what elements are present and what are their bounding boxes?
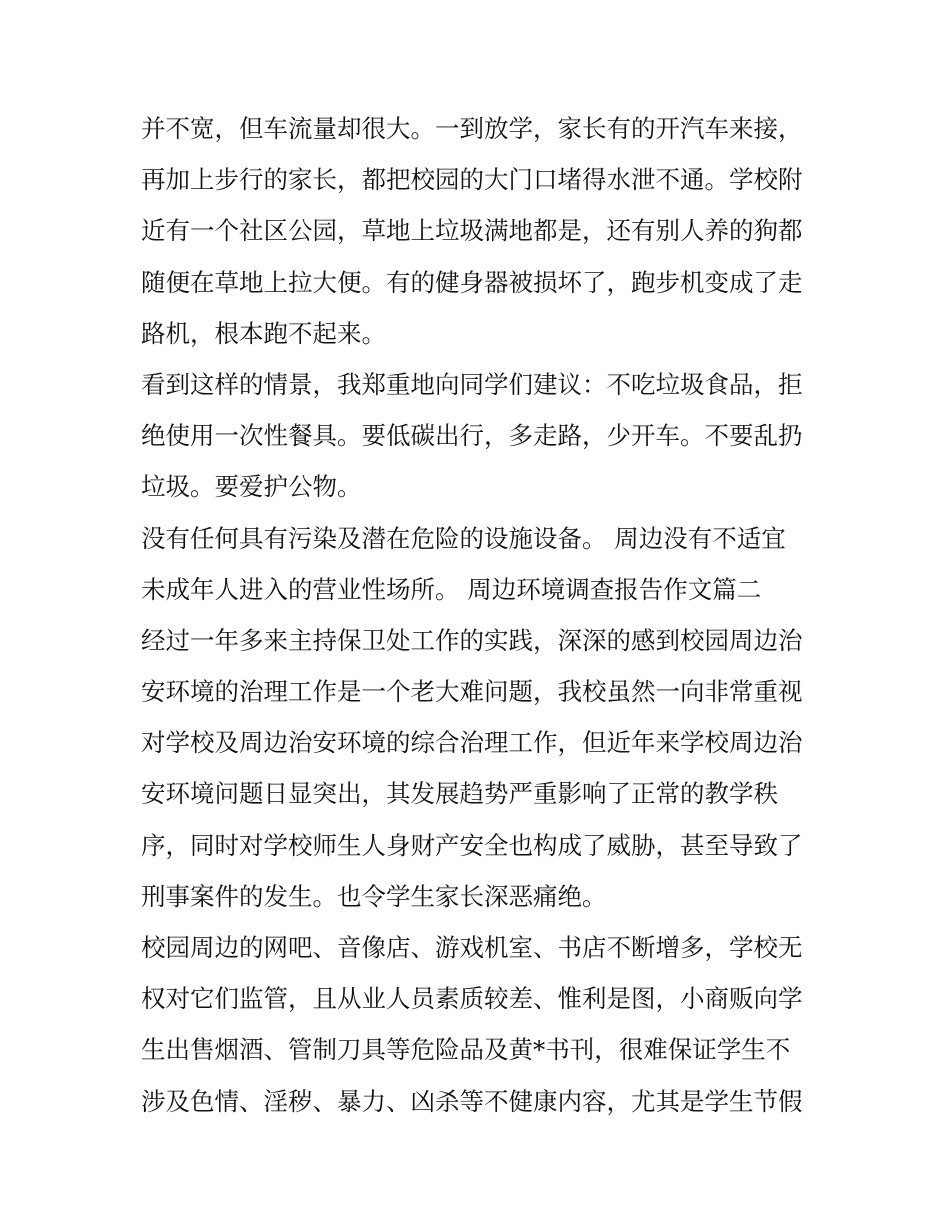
text-line: 经过一年多来主持保卫处工作的实践，深深的感到校园周边治 (141, 625, 803, 655)
text-line: 路机，根本跑不起来。 (141, 318, 386, 348)
text-line: 涉及色情、淫秽、暴力、凶杀等不健康内容，尤其是学生节假 (141, 1086, 803, 1116)
text-line: 校园周边的网吧、音像店、游戏机室、书店不断增多，学校无 (141, 933, 803, 962)
text-line: 安环境的治理工作是一个老大难问题，我校虽然一向非常重视 (141, 677, 803, 707)
paragraph-2 (141, 359, 821, 513)
text-line: 并不宽，但车流量却很大。一到放学，家长有的开汽车来接， (141, 114, 803, 143)
text-line: 再加上步行的家长，都把校园的大门口堵得水泄不通。学校附 (141, 165, 803, 195)
text-line: 对学校及周边治安环境的综合治理工作，但近年来学校周边治 (141, 728, 803, 758)
paragraph-4 (141, 615, 821, 922)
text-line: 生出售烟酒、管制刀具等危险品及黄*书刊，很难保证学生不 (141, 1035, 791, 1065)
text-line: 刑事案件的发生。也令学生家长深恶痛绝。 (141, 881, 607, 911)
paragraph-1 (141, 103, 821, 359)
text-line: 绝使用一次性餐具。要低碳出行，多走路，少开车。不要乱扔 (141, 421, 803, 451)
text-line: 没有任何具有污染及潜在危险的设施设备。 周边没有不适宜 (141, 523, 786, 553)
text-line: 随便在草地上拉大便。有的健身器被损坏了，跑步机变成了走 (141, 267, 803, 297)
text-line: 垃圾。要爱护公物。 (141, 472, 362, 502)
text-line: 近有一个社区公园，草地上垃圾满地都是，还有别人养的狗都 (141, 216, 803, 246)
text-line: 看到这样的情景，我郑重地向同学们建议：不吃垃圾食品，拒 (141, 369, 803, 399)
paragraph-3 (141, 513, 821, 615)
text-line: 未成年人进入的营业性场所。 周边环境调查报告作文篇二 (141, 574, 762, 604)
text-line: 权对它们监管，且从业人员素质较差、惟利是图，小商贩向学 (141, 984, 803, 1014)
paragraph-5 (141, 922, 821, 1127)
text-line: 安环境问题日显突出，其发展趋势严重影响了正常的教学秩 (141, 779, 778, 809)
text-line: 序，同时对学校师生人身财产安全也构成了威胁，甚至导致了 (141, 830, 803, 860)
document-body (141, 103, 821, 1127)
